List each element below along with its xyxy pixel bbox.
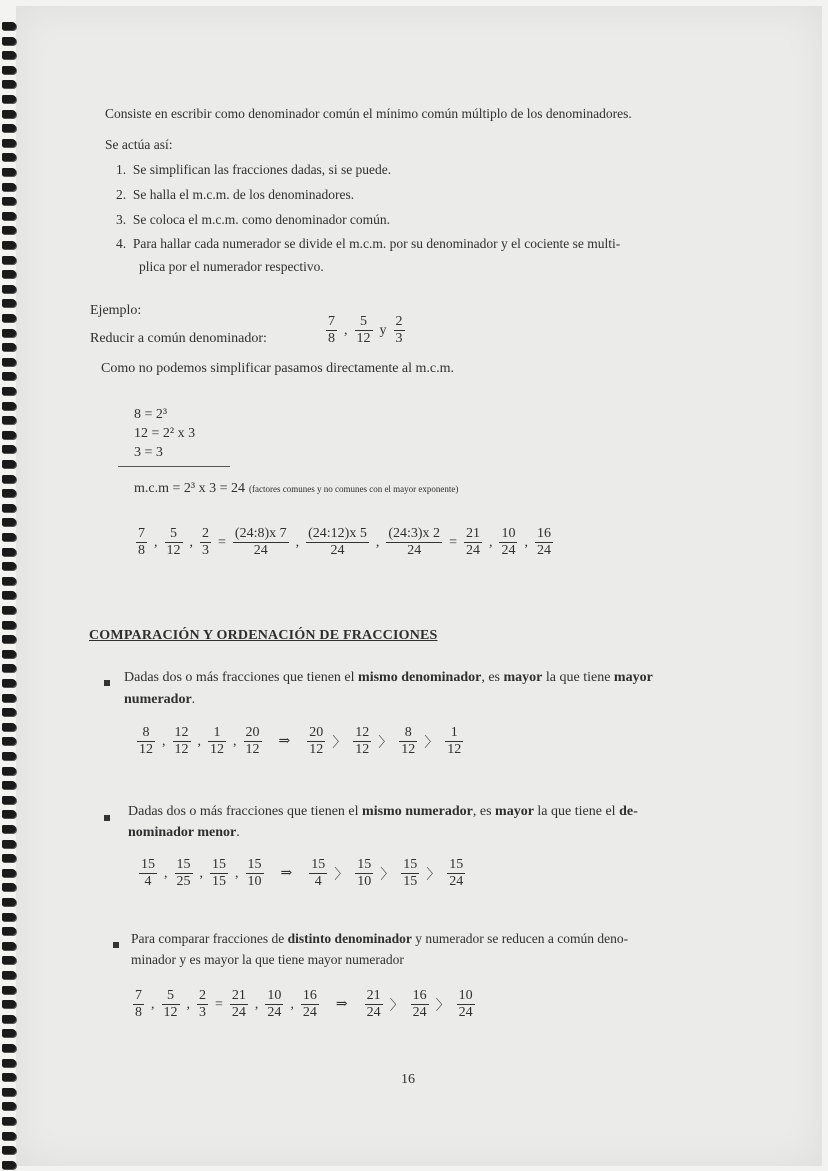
denominator: 24 [267,1005,282,1020]
greater-than-sign: 〉 [426,867,441,883]
fraction [175,857,193,890]
fraction [326,314,337,347]
denominator: 4 [314,874,322,889]
numerator: 2 [199,988,206,1003]
numerator: 15 [449,857,464,872]
fraction [309,857,327,890]
fraction [394,314,405,347]
binding-ring [2,168,16,176]
numerator: 2 [202,526,209,541]
bold-text: mayor [495,804,534,819]
binding-ring [2,241,16,249]
fraction [162,988,180,1021]
numerator: 20 [309,725,324,740]
binding-ring [2,1015,16,1023]
denominator: 8 [138,543,145,558]
comma: , [186,996,190,1012]
binding-ring [2,270,16,278]
binding-ring [2,913,16,921]
text: Dadas dos o más fracciones que tienen el [124,670,359,685]
denominator: 12 [309,742,324,757]
text: , es [472,804,496,819]
equals-sign: = [449,534,457,550]
numerator: 16 [412,988,427,1003]
denominator: 10 [357,874,372,889]
denominator: 24 [231,1005,246,1020]
factorization-8: 8 = 2³ [134,407,168,422]
comma: , [295,534,300,550]
fraction [353,725,371,758]
sum-line [118,466,230,467]
fraction [445,725,463,758]
numerator: 20 [245,725,260,740]
implies-arrow-icon: ⇒ [278,734,291,749]
fraction [165,526,183,559]
fraction [464,526,482,559]
binding-ring [2,153,16,161]
text: , es [481,670,504,685]
step-text: Se halla el m.c.m. de los denominadores. [132,187,355,202]
binding-ring [2,1146,16,1154]
binding-ring [2,460,16,468]
bullet-3-line-2: minador y es mayor la que tiene mayor numerador [131,952,404,967]
fraction [233,526,289,559]
fraction [301,988,319,1021]
comma: , [375,534,380,550]
fraction [306,526,369,559]
fraction [230,988,248,1021]
denominator: 24 [330,543,345,558]
numerator: 5 [165,526,183,543]
numerator: 12 [174,725,189,740]
fraction [173,725,191,758]
binding-ring [2,1132,16,1140]
binding-ring [2,708,16,716]
greater-than-sign: 〉 [332,735,347,751]
numerator: 15 [403,857,418,872]
denominator: 15 [403,874,418,889]
denominator: 24 [366,1005,381,1020]
numerator: 10 [501,526,516,541]
comma: , [199,865,203,881]
step-number: 3. [116,212,127,227]
spiral-binding [0,0,20,1171]
bullet-icon [104,680,110,686]
numerator: 1 [208,725,226,742]
comma: , [164,865,168,881]
binding-ring [2,533,16,541]
binding-ring [2,883,16,891]
bullet-2-line-1 [128,804,638,820]
binding-ring [2,898,16,906]
binding-ring [2,664,16,672]
denominator: 12 [447,742,462,757]
binding-ring [2,1044,16,1052]
binding-ring [2,358,16,366]
numerator: 15 [176,857,191,872]
binding-ring [2,723,16,731]
text: Dadas dos o más fracciones que tienen el [128,804,363,819]
binding-ring [2,635,16,643]
text: . [236,825,240,840]
binding-ring [2,110,16,118]
numerator: 1 [445,725,463,742]
binding-ring [2,1029,16,1037]
binding-ring [2,212,16,220]
denominator: 12 [166,543,181,558]
step-text: Se coloca el m.c.m. como denominador común. [132,212,391,227]
binding-ring [2,51,16,59]
fraction [447,857,465,890]
implies-arrow-icon: ⇒ [335,997,348,1012]
denominator: 3 [395,331,403,346]
binding-ring [2,256,16,264]
comma: , [154,534,158,550]
numerator: 16 [302,988,317,1003]
comma: , [290,996,294,1012]
example-fractions [323,314,408,347]
numerator: 15 [311,857,326,872]
denominator: 12 [401,742,416,757]
binding-ring [2,1073,16,1081]
mcm-value: m.c.m = 2³ x 3 = 24 [134,481,245,496]
greater-than-sign: 〉 [380,867,395,883]
binding-ring [2,1102,16,1110]
denominator: 12 [210,742,224,757]
binding-ring [2,1059,16,1067]
comma: , [488,534,493,550]
fraction [246,857,264,890]
bold-text: mismo denominador [358,670,482,685]
bold-text: nominador menor [128,825,237,840]
numerator: 15 [357,857,372,872]
numerator: 7 [328,314,335,329]
fraction [411,988,429,1021]
binding-ring [2,197,16,205]
example-label: Ejemplo: [90,303,142,318]
numerator: 10 [458,988,473,1003]
binding-ring [2,591,16,599]
greater-than-sign: 〉 [435,998,450,1014]
binding-ring [2,226,16,234]
factorization-3: 3 = 3 [134,445,163,460]
bold-text: mismo numerador [362,804,473,819]
binding-ring [2,956,16,964]
binding-ring [2,299,16,307]
binding-ring [2,548,16,556]
equals-sign: = [215,996,223,1012]
denominator: 24 [501,543,516,558]
binding-ring [2,475,16,483]
denominator: 12 [139,742,153,757]
binding-ring [2,37,16,45]
reduction-calculation [133,526,556,559]
implies-arrow-icon: ⇒ [280,866,293,881]
step-number: 2. [116,187,127,202]
binding-ring [2,124,16,132]
binding-ring [2,329,16,337]
text: la que tiene el [533,804,620,819]
numerator: (24:8)x 7 [234,526,287,541]
text: y numerador se reducen a común deno- [411,931,629,946]
numerator: 5 [355,314,373,331]
greater-than-sign: 〉 [424,735,439,751]
binding-ring [2,80,16,88]
binding-ring [2,489,16,497]
numerator: 12 [355,725,370,740]
numerator: 5 [162,988,180,1005]
binding-ring [2,285,16,293]
binding-ring [2,372,16,380]
bullet-2-line-2 [128,825,240,841]
binding-ring [2,431,16,439]
binding-ring [2,22,16,30]
text: la que tiene [542,670,614,685]
page-number: 16 [401,1072,415,1087]
binding-ring [2,387,16,395]
binding-ring [2,606,16,614]
bullet-1-line-1 [124,670,653,686]
binding-ring [2,1088,16,1096]
fraction [365,988,383,1021]
binding-ring [2,95,16,103]
binding-ring [2,445,16,453]
bold-text: numerador [124,692,192,707]
denominator: 25 [176,874,191,889]
numerator: 7 [135,988,142,1003]
step-4 [116,236,620,252]
fraction [355,857,373,890]
factorization-12: 12 = 2² x 3 [134,426,196,441]
comma: , [254,996,259,1012]
conjunction: y [379,322,387,338]
denominator: 24 [449,874,464,889]
fraction [386,526,442,559]
fraction [208,725,226,758]
intro-line-1: Consiste en escribir como denominador común el mínimo común múltiplo de los denominadores. [105,106,632,121]
binding-ring [2,869,16,877]
binding-ring [2,854,16,862]
greater-than-sign: 〉 [389,998,404,1014]
numerator: 7 [138,526,145,541]
binding-ring [2,504,16,512]
fraction [137,725,155,758]
denominator: 24 [536,543,551,558]
denominator: 24 [302,1005,317,1020]
binding-ring [2,767,16,775]
fraction [139,857,157,890]
step-3 [116,212,390,228]
bullet-icon [113,942,119,948]
binding-ring [2,343,16,351]
bold-text: de- [619,804,638,819]
numerator: 15 [212,857,226,872]
bullet-icon [104,815,110,821]
fraction [265,988,283,1021]
step-text: Se simplifican las fracciones dadas, si se puede. [132,162,392,177]
step-number: 4. [116,236,127,251]
binding-ring [2,840,16,848]
binding-ring [2,66,16,74]
bold-text: distinto denominador [287,931,412,946]
bullet-1-line-2 [124,692,195,708]
greater-than-sign: 〉 [378,735,393,751]
numerator: (24:3)x 2 [388,526,441,541]
reduce-label: Reducir a común denominador: [90,331,267,346]
denominator: 24 [465,543,480,558]
binding-ring [2,1161,16,1169]
bullet-1-fractions [134,725,466,758]
denominator: 24 [253,543,268,558]
comma: , [235,865,239,881]
comma: , [162,733,166,749]
binding-ring [2,942,16,950]
fraction [401,857,419,890]
numerator: 2 [395,314,403,329]
binding-ring [2,781,16,789]
numerator: 15 [247,857,262,872]
step-number: 1. [116,162,127,177]
denominator: 8 [135,1005,142,1020]
fraction [133,988,144,1021]
numerator: 21 [465,526,480,541]
fraction [355,314,373,347]
denominator: 8 [328,331,335,346]
numerator: 8 [399,725,417,742]
numerator: 10 [267,988,282,1003]
binding-ring [2,139,16,147]
denominator: 24 [458,1005,473,1020]
denominator: 15 [212,874,226,889]
binding-ring [2,650,16,658]
bullet-3-fractions [130,988,478,1021]
fraction [197,988,208,1021]
numerator: 21 [231,988,246,1003]
denominator: 12 [163,1005,178,1020]
numerator: 21 [366,988,381,1003]
fraction [499,526,517,559]
bullet-2-fractions [136,857,468,890]
step-2 [116,187,354,203]
denominator: 12 [245,742,260,757]
comma: , [197,733,201,749]
binding-ring [2,518,16,526]
equals-sign: = [218,534,226,550]
binding-ring [2,183,16,191]
fraction [399,725,417,758]
binding-ring [2,752,16,760]
numerator: (24:12)x 5 [308,526,367,541]
fraction [457,988,475,1021]
denominator: 24 [412,1005,427,1020]
intro-line-2: Se actúa así: [105,137,173,152]
fraction [200,526,211,559]
text: Para comparar fracciones de [131,931,288,946]
binding-ring [2,679,16,687]
binding-ring [2,986,16,994]
step-text: Para hallar cada numerador se divide el m.c.m. por su denominador y el cociente se multi- [132,236,621,251]
binding-ring [2,402,16,410]
comma: , [344,322,348,338]
binding-ring [2,971,16,979]
binding-ring [2,562,16,570]
text: . [191,692,196,707]
binding-ring [2,694,16,702]
comma: , [189,534,193,550]
bold-text: mayor [613,670,653,685]
binding-ring [2,621,16,629]
comma: , [524,534,528,550]
bullet-3-line-1 [131,931,628,947]
step-4-continued: plica por el numerador respectivo. [139,259,324,274]
mcm-result [134,479,458,497]
denominator: 4 [144,874,152,889]
fraction [210,857,228,890]
binding-ring [2,927,16,935]
numerator: 8 [137,725,155,742]
fraction [136,526,147,559]
numerator: 15 [141,857,155,872]
fraction [535,526,553,559]
binding-ring [2,825,16,833]
binding-ring [2,1117,16,1125]
example-note: Como no podemos simplificar pasamos directamente al m.c.m. [101,361,455,376]
denominator: 10 [247,874,262,889]
denominator: 12 [355,742,370,757]
mcm-note: (factores comunes y no comunes con el mayor exponente) [248,484,459,494]
comma: , [233,733,237,749]
binding-ring [2,1000,16,1008]
binding-ring [2,577,16,585]
denominator: 24 [407,543,422,558]
fraction [244,725,262,758]
binding-ring [2,796,16,804]
fraction [307,725,325,758]
binding-ring [2,810,16,818]
greater-than-sign: 〉 [334,867,349,883]
denominator: 3 [199,1005,206,1020]
numerator: 16 [536,526,551,541]
step-1 [116,162,391,178]
denominator: 3 [202,543,209,558]
denominator: 12 [174,742,189,757]
bold-text: mayor [503,670,543,685]
binding-ring [2,737,16,745]
binding-ring [2,314,16,322]
denominator: 12 [356,331,371,346]
section-title: COMPARACIÓN Y ORDENACIÓN DE FRACCIONES [89,628,438,643]
binding-ring [2,416,16,424]
comma: , [151,996,155,1012]
